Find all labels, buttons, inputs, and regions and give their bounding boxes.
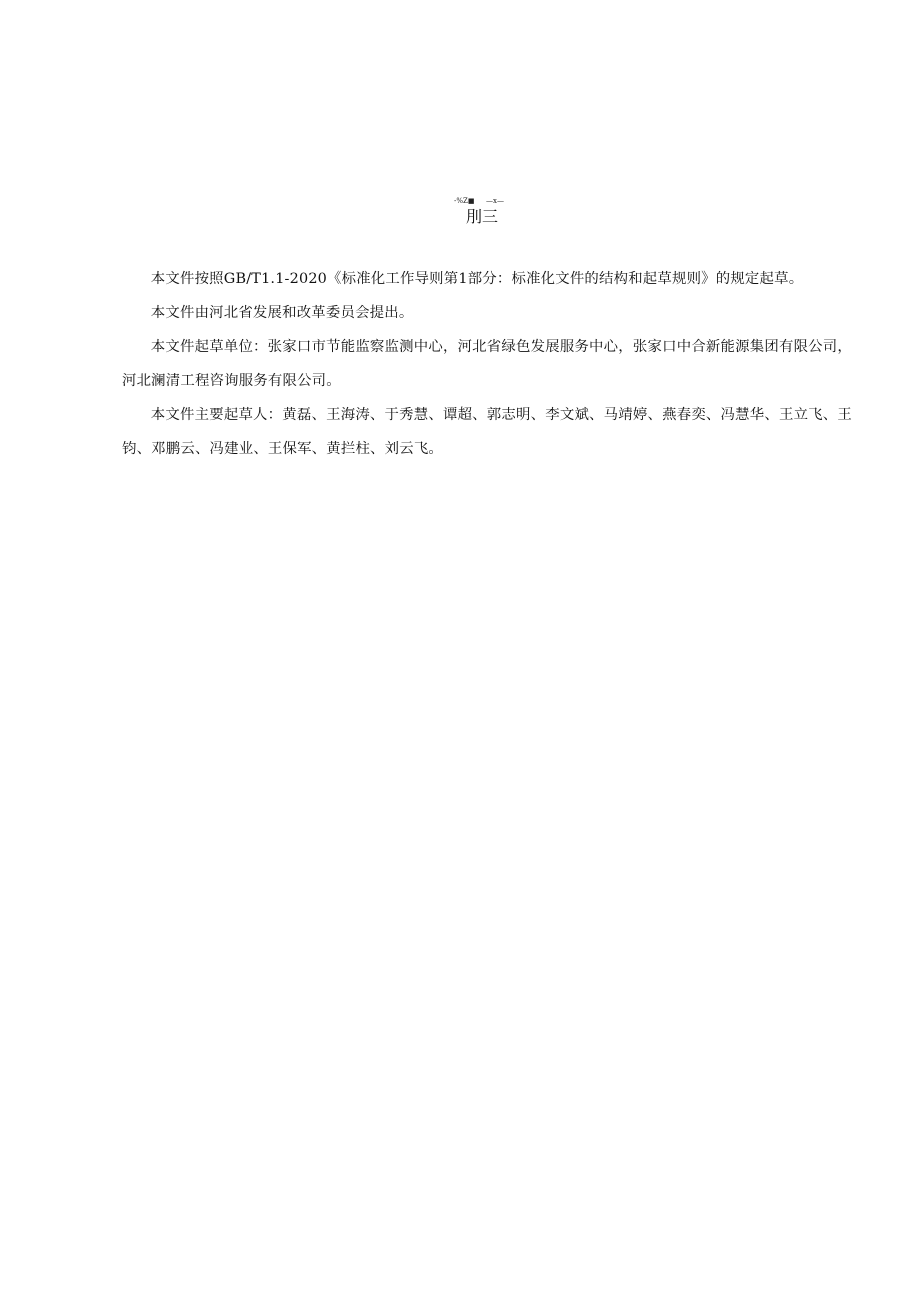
page-title: 刖三: [465, 207, 498, 226]
paragraph-proposer: 本文件由河北省发展和改革委员会提出。: [150, 305, 414, 321]
document-body: [122, 262, 852, 466]
paragraph-drafting-rules: 本文件按照GB/T1.1-2020《标准化工作导则第1部分：标准化文件的结构和起草规则》的规定起草。: [150, 271, 804, 287]
paragraph-drafters: 本文件主要起草人：黄磊、王海涛、于秀慧、谭超、郭志明、李文斌、马靖婷、燕春奕、冯慧华、王立飞、王钧、邓鹏云、冯建业、王保军、黄拦柱、刘云飞。: [122, 407, 852, 457]
paragraph-drafting-units: 本文件起草单位：张家口市节能监察监测中心，河北省绿色发展服务中心，张家口中合新能源集团有限公司，河北澜清工程咨询服务有限公司。: [122, 339, 852, 389]
title-artifact-right: —x—: [486, 197, 504, 205]
title-artifact-left: -%Z■: [454, 197, 475, 205]
